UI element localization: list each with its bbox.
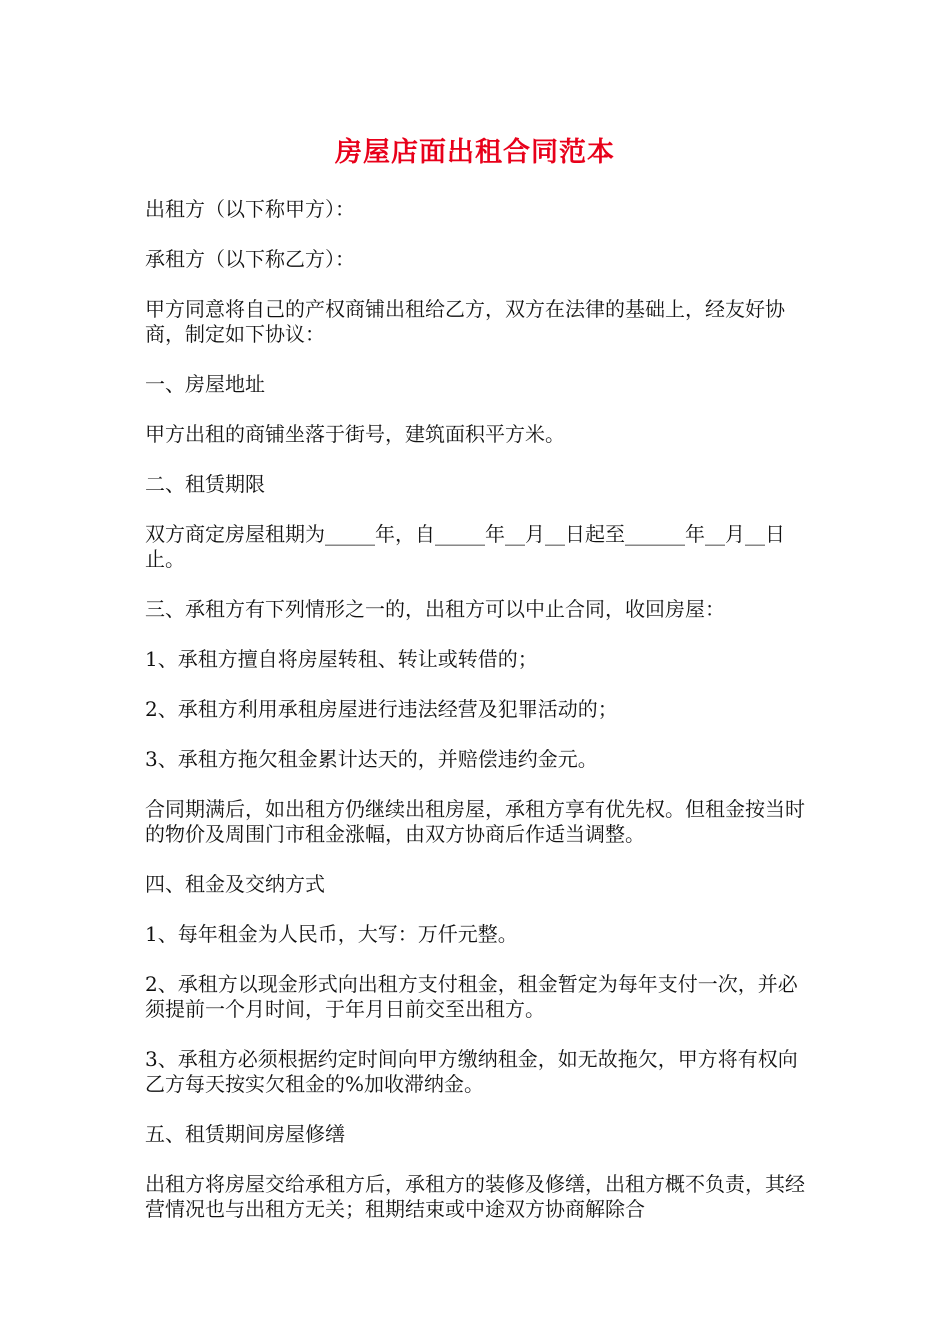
clause-3-2: 2、承租方利用承租房屋进行违法经营及犯罪活动的；	[145, 697, 618, 721]
section-heading-4: 四、租金及交纳方式	[145, 872, 325, 896]
section-heading-3: 三、承租方有下列情形之一的，出租方可以中止合同，收回房屋：	[145, 597, 725, 621]
section-heading-1: 一、房屋地址	[145, 372, 265, 396]
document-title: 房屋店面出租合同范本	[335, 137, 615, 168]
party-b-line: 承租方（以下称乙方）：	[145, 247, 355, 271]
term-paragraph: 双方商定房屋租期为_____年，自_____年__月__日起至______年__月__日止。	[145, 522, 785, 571]
address-paragraph: 甲方出租的商铺坐落于街号，建筑面积平方米。	[145, 422, 565, 446]
clause-4-3: 3、承租方必须根据约定时间向甲方缴纳租金，如无故拖欠，甲方将有权向乙方每天按实欠租金的%加收滞纳金。	[145, 1047, 798, 1096]
section-heading-5: 五、租赁期间房屋修缮	[145, 1122, 345, 1146]
document-body	[145, 197, 815, 1247]
clause-3-3: 3、承租方拖欠租金累计达天的，并赔偿违约金元。	[145, 747, 598, 771]
renewal-paragraph: 合同期满后，如出租方仍继续出租房屋，承租方享有优先权。但租金按当时的物价及周围门市租金涨幅，由双方协商后作适当调整。	[145, 797, 805, 846]
intro-paragraph: 甲方同意将自己的产权商铺出租给乙方，双方在法律的基础上，经友好协商，制定如下协议：	[145, 297, 785, 346]
party-a-line: 出租方（以下称甲方）：	[145, 197, 355, 221]
clause-3-1: 1、承租方擅自将房屋转租、转让或转借的；	[145, 647, 538, 671]
section-heading-2: 二、租赁期限	[145, 472, 265, 496]
repair-paragraph: 出租方将房屋交给承租方后，承租方的装修及修缮，出租方概不负责，其经营情况也与出租方无关；租期结束或中途双方协商解除合	[145, 1172, 805, 1221]
clause-4-1: 1、每年租金为人民币，大写：万仟元整。	[145, 922, 518, 946]
clause-4-2: 2、承租方以现金形式向出租方支付租金，租金暂定为每年支付一次，并必须提前一个月时间，于年月日前交至出租方。	[145, 972, 798, 1021]
